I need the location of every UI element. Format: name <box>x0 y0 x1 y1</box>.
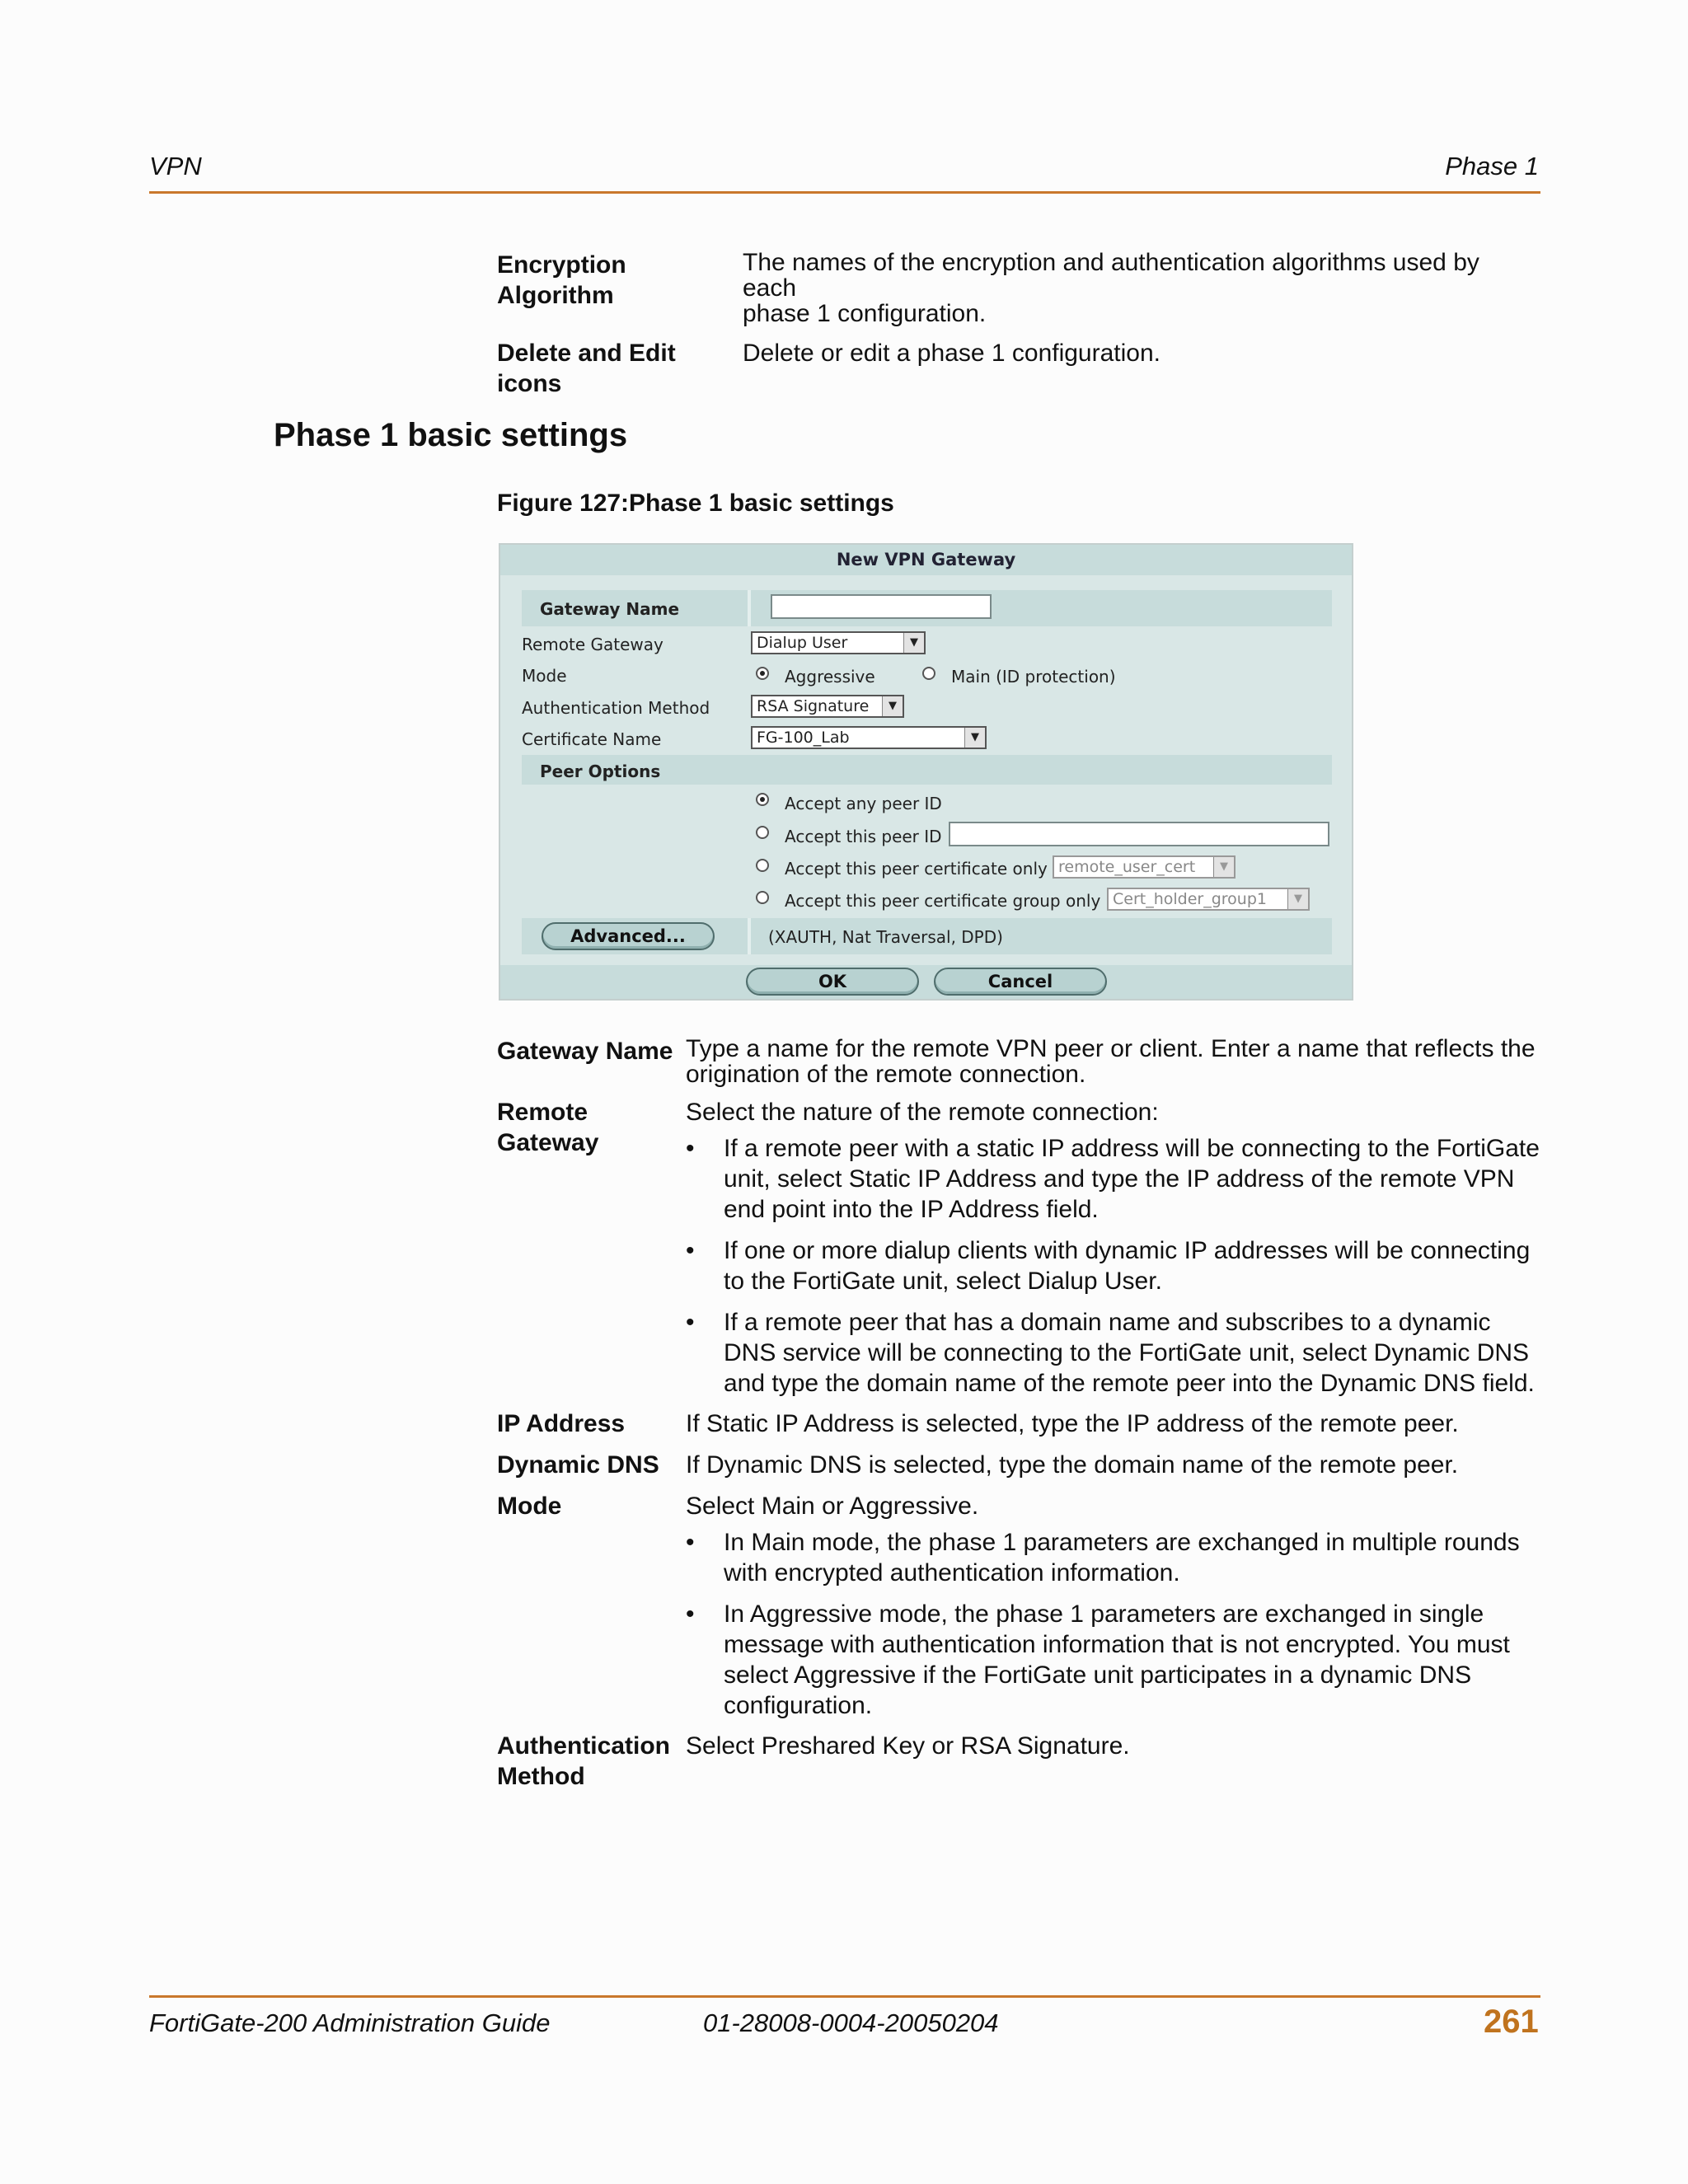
bullet-item <box>686 1133 1544 1225</box>
def-row <box>497 1097 1544 1408</box>
peer-cert-only-radio[interactable] <box>756 859 769 872</box>
bullet-line: end point into the IP Address field. <box>724 1196 1099 1223</box>
def-term: Gateway Name <box>497 1038 673 1065</box>
def-row <box>497 338 1540 399</box>
bullet-line: and type the domain name of the remote peer into the Dynamic DNS field. <box>724 1370 1535 1397</box>
def-row <box>497 1491 1544 1731</box>
def-desc-line: Type a name for the remote VPN peer or client. Enter a name that reflects the <box>686 1035 1536 1062</box>
section-title: Phase 1 basic settings <box>274 417 628 453</box>
figure-caption: Figure 127:Phase 1 basic settings <box>497 490 894 517</box>
def-term-line: Remote <box>497 1099 588 1126</box>
chevron-down-icon: ▼ <box>964 728 985 748</box>
ok-button[interactable]: OK <box>746 968 919 996</box>
def-term <box>497 1731 686 1792</box>
def-desc: If Dynamic DNS is selected, type the domain name of the remote peer. <box>686 1451 1459 1479</box>
bullet-line: If a remote peer with a static IP address will be connecting to the FortiGate <box>724 1135 1540 1162</box>
bullet-item <box>686 1527 1544 1588</box>
footer-title: FortiGate-200 Administration Guide <box>149 2008 551 2037</box>
mode-aggressive-label: Aggressive <box>785 667 875 687</box>
peer-cert-group-label: Accept this peer certificate group only <box>785 891 1101 911</box>
dialog-title: New VPN Gateway <box>500 545 1352 575</box>
bullet-item <box>686 1307 1544 1399</box>
def-term: Mode <box>497 1493 562 1520</box>
bullet-glyph: • <box>686 1529 695 1556</box>
def-desc-line: phase 1 configuration. <box>743 300 987 327</box>
new-vpn-gateway-dialog <box>499 543 1353 1001</box>
field-definitions <box>497 1036 1544 1792</box>
bullet-line: DNS service will be connecting to the FortiGate unit, select Dynamic DNS <box>724 1339 1530 1366</box>
def-desc-line: Delete or edit a phase 1 configuration. <box>743 340 1160 367</box>
bullet-line: to the FortiGate unit, select Dialup User. <box>724 1268 1162 1295</box>
band-divider <box>748 918 751 954</box>
advanced-note: (XAUTH, Nat Traversal, DPD) <box>768 927 1003 947</box>
auth-method-select[interactable] <box>751 695 904 718</box>
bullet-glyph: • <box>686 1237 695 1264</box>
chevron-down-icon: ▼ <box>903 633 924 653</box>
bullet-line: unit, select Static IP Address and type the IP address of the remote VPN <box>724 1165 1515 1193</box>
chevron-down-icon: ▼ <box>1213 857 1234 877</box>
def-intro: Select the nature of the remote connection: <box>686 1099 1159 1126</box>
bullet-glyph: • <box>686 1135 695 1162</box>
bullet-line: If a remote peer that has a domain name and subscribes to a dynamic <box>724 1309 1491 1336</box>
peer-cert-group-select[interactable] <box>1107 888 1310 911</box>
remote-gateway-value: Dialup User <box>757 634 848 652</box>
def-desc <box>743 250 1540 338</box>
def-row <box>497 1408 1544 1450</box>
bullet-glyph: • <box>686 1309 695 1336</box>
footer-rule <box>149 1995 1540 1998</box>
band-divider <box>748 590 751 626</box>
mode-main-label: Main (ID protection) <box>951 667 1116 687</box>
remote-gateway-select[interactable] <box>751 631 926 654</box>
def-desc: If Static IP Address is selected, type the IP address of the remote peer. <box>686 1410 1459 1437</box>
peer-this-radio[interactable] <box>756 826 769 839</box>
mode-aggressive-radio[interactable] <box>756 667 769 680</box>
header-rule <box>149 191 1540 194</box>
bullet-line: select Aggressive if the FortiGate unit participates in a dynamic DNS <box>724 1661 1472 1689</box>
peer-cert-only-label: Accept this peer certificate only <box>785 859 1048 879</box>
bullet-line: In Aggressive mode, the phase 1 parameters are exchanged in single <box>724 1601 1484 1628</box>
cert-name-select[interactable] <box>751 726 987 749</box>
peer-cert-only-value: remote_user_cert <box>1058 858 1196 876</box>
running-header-right: Phase 1 <box>1445 152 1539 180</box>
auth-method-label: Authentication Method <box>522 698 710 718</box>
def-row <box>497 1731 1544 1792</box>
def-term <box>497 250 743 338</box>
mode-main-radio[interactable] <box>922 667 935 680</box>
def-term-line: Algorithm <box>497 282 614 309</box>
def-term-line: Encryption <box>497 251 626 279</box>
gateway-name-label: Gateway Name <box>540 599 680 619</box>
bullet-item <box>686 1235 1544 1296</box>
bullet-line: with encrypted authentication information. <box>724 1559 1180 1586</box>
def-desc-line: The names of the encryption and authentication algorithms used by each <box>743 249 1479 302</box>
chevron-down-icon: ▼ <box>1287 889 1308 909</box>
cancel-button[interactable]: Cancel <box>934 968 1107 996</box>
def-row <box>497 1036 1544 1097</box>
def-row <box>497 250 1540 338</box>
def-desc <box>686 1097 1544 1408</box>
def-term-line: icons <box>497 370 562 397</box>
def-term: IP Address <box>497 1410 626 1437</box>
def-term: Dynamic DNS <box>497 1451 659 1479</box>
peer-cert-group-value: Cert_holder_group1 <box>1113 890 1267 908</box>
footer-doc-number: 01-28008-0004-20050204 <box>703 2008 999 2037</box>
peer-any-label: Accept any peer ID <box>785 794 942 813</box>
peer-cert-only-select[interactable] <box>1053 855 1236 879</box>
auth-method-value: RSA Signature <box>757 697 870 715</box>
top-definitions <box>497 250 1540 399</box>
bullet-line: configuration. <box>724 1692 873 1719</box>
mode-label: Mode <box>522 666 567 686</box>
def-term-line: Gateway <box>497 1129 599 1156</box>
bullet-item <box>686 1599 1544 1721</box>
peer-options-label: Peer Options <box>540 762 661 781</box>
running-header-left: VPN <box>149 152 202 180</box>
def-desc-line: origination of the remote connection. <box>686 1061 1086 1088</box>
bullet-line: If one or more dialup clients with dynamic IP addresses will be connecting <box>724 1237 1531 1264</box>
def-desc <box>743 338 1540 399</box>
page-number: 261 <box>1484 2004 1539 2040</box>
gateway-name-input[interactable] <box>771 594 992 619</box>
def-term-line: Authentication <box>497 1732 670 1760</box>
bullet-glyph: • <box>686 1601 695 1628</box>
peer-this-label: Accept this peer ID <box>785 827 942 846</box>
peer-cert-group-radio[interactable] <box>756 891 769 904</box>
chevron-down-icon: ▼ <box>882 696 903 716</box>
def-term-line: Method <box>497 1763 585 1790</box>
peer-id-input[interactable] <box>949 822 1329 846</box>
cert-name-value: FG-100_Lab <box>757 729 850 747</box>
def-desc: Select Preshared Key or RSA Signature. <box>686 1732 1130 1760</box>
def-row <box>497 1450 1544 1491</box>
def-desc <box>686 1036 1544 1097</box>
def-term <box>497 338 743 399</box>
def-desc <box>686 1491 1544 1731</box>
advanced-button[interactable]: Advanced... <box>542 922 715 950</box>
bullet-line: message with authentication information that is not encrypted. You must <box>724 1631 1510 1658</box>
peer-any-radio[interactable] <box>756 793 769 806</box>
def-term-line: Delete and Edit <box>497 340 676 367</box>
remote-gateway-label: Remote Gateway <box>522 635 663 654</box>
cert-name-label: Certificate Name <box>522 729 662 749</box>
button-band <box>500 965 1352 999</box>
def-term <box>497 1097 686 1408</box>
bullet-line: In Main mode, the phase 1 parameters are exchanged in multiple rounds <box>724 1529 1520 1556</box>
def-intro: Select Main or Aggressive. <box>686 1493 979 1520</box>
